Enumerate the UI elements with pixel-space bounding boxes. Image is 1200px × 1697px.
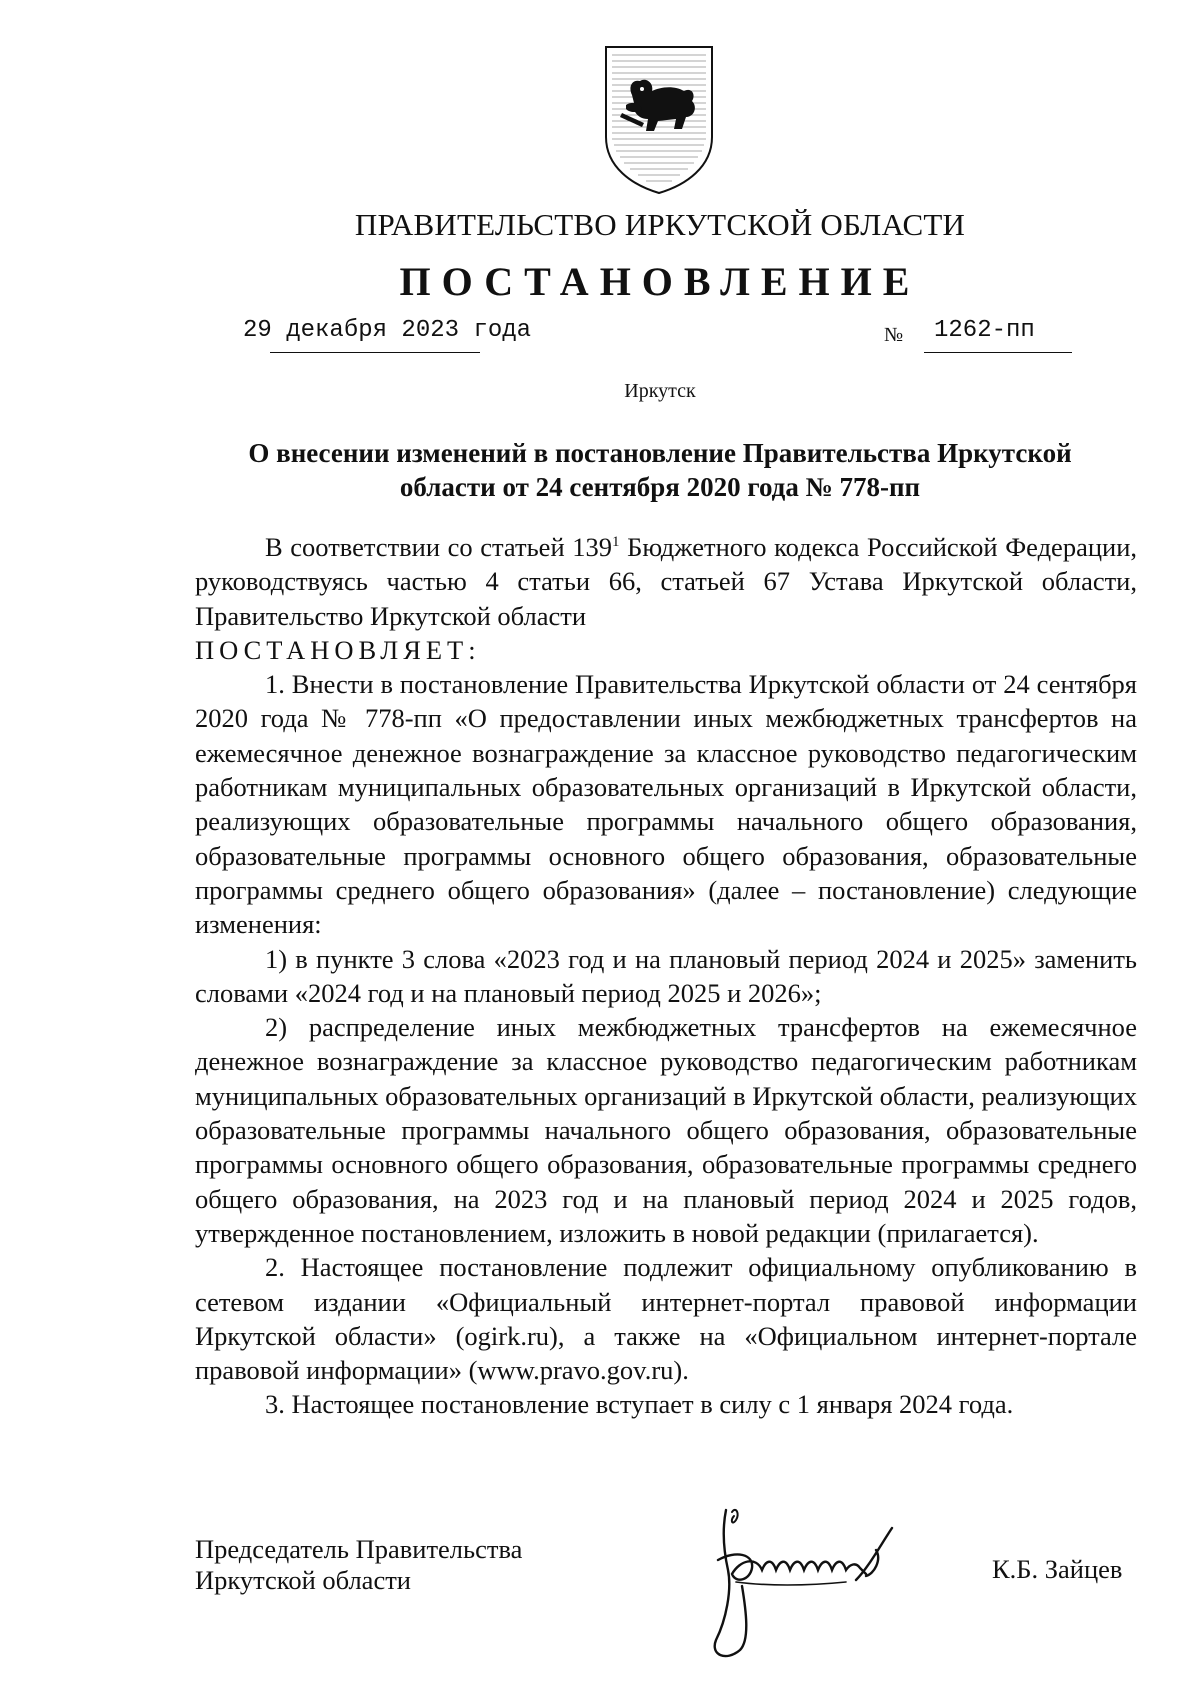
item-3: 3. Настоящее постановление вступает в силу с 1 января 2024 года.	[265, 1389, 1014, 1420]
item-2: 2. Настоящее постановление подлежит официальному опубликованию в сетевом издании «Официальный интернет-портал правовой информации Иркутской области» (ogirk.ru), а также на «Официальном интернет-портале правовой информации» (www.pravo.gov.ru).	[195, 1252, 1137, 1386]
document-body	[195, 530, 1137, 1422]
document-date	[243, 317, 531, 344]
document-city: Иркутск	[624, 380, 696, 402]
intro-text-2: Бюджетного кодекса Российской Федерации, руководствуясь частью 4 статьи 66, статьей 67 Устава Иркутской области, Правительство Иркутской области	[195, 532, 1138, 631]
date-value: 29 декабря 2023	[243, 317, 460, 344]
intro-paragraph	[195, 530, 1137, 633]
date-suffix: года	[473, 317, 532, 344]
document-subject	[0, 436, 1200, 504]
date-underline	[270, 352, 480, 353]
signatory-name: К.Б. Зайцев	[992, 1554, 1123, 1584]
position-line-1: Председатель Правительства	[195, 1534, 523, 1564]
item-1: 1. Внести в постановление Правительства Иркутской области от 24 сентября 2020 года № 778-пп «О предоставлении иных межбюджетных трансфертов на ежемесячное денежное вознаграждение за классное руководство педагогическим работникам муниципальных образовательных организаций в Иркутской области, реализующих образовательные программы начального общего образования, образовательные программы основного общего образования, образовательные программы среднего общего образования» (далее – постановление) следующие изменения:	[195, 669, 1137, 940]
document-type-title: ПОСТАНОВЛЕНИЕ	[399, 259, 921, 304]
irkutsk-coat-of-arms-icon	[602, 45, 716, 195]
position-line-2: Иркутской области	[195, 1565, 411, 1595]
article-superscript: 1	[612, 534, 620, 550]
item-1-1: 1) в пункте 3 слова «2023 год и на плановый период 2024 и 2025» заменить словами «2024 год и на плановый период 2025 и 2026»;	[195, 943, 1137, 1008]
subject-line-1: О внесении изменений в постановление Правительства Иркутской	[248, 438, 1072, 468]
handwritten-signature-icon	[696, 1490, 946, 1670]
number-sign: №	[884, 324, 904, 346]
intro-text-1: В соответствии со статьей 139	[265, 532, 612, 562]
document-number	[884, 317, 1035, 347]
government-name: ПРАВИТЕЛЬСТВО ИРКУТСКОЙ ОБЛАСТИ	[354, 207, 966, 242]
signatory-position	[195, 1534, 522, 1596]
item-1-2: 2) распределение иных межбюджетных трансфертов на ежемесячное денежное вознаграждение за классное руководство педагогическим работникам муниципальных образовательных организаций в Иркутской области, реализующих образовательные программы начального общего образования, образовательные программы основного общего образования, образовательные программы среднего общего образования, на 2023 год и на плановый период 2024 и 2025 годов, утвержденное постановлением, изложить в новой редакции (прилагается).	[195, 1012, 1137, 1248]
subject-line-2: области от 24 сентября 2020 года № 778-пп	[399, 472, 921, 502]
resolves-heading: ПОСТАНОВЛЯЕТ:	[195, 634, 481, 665]
number-value: 1262-пп	[924, 317, 1072, 353]
